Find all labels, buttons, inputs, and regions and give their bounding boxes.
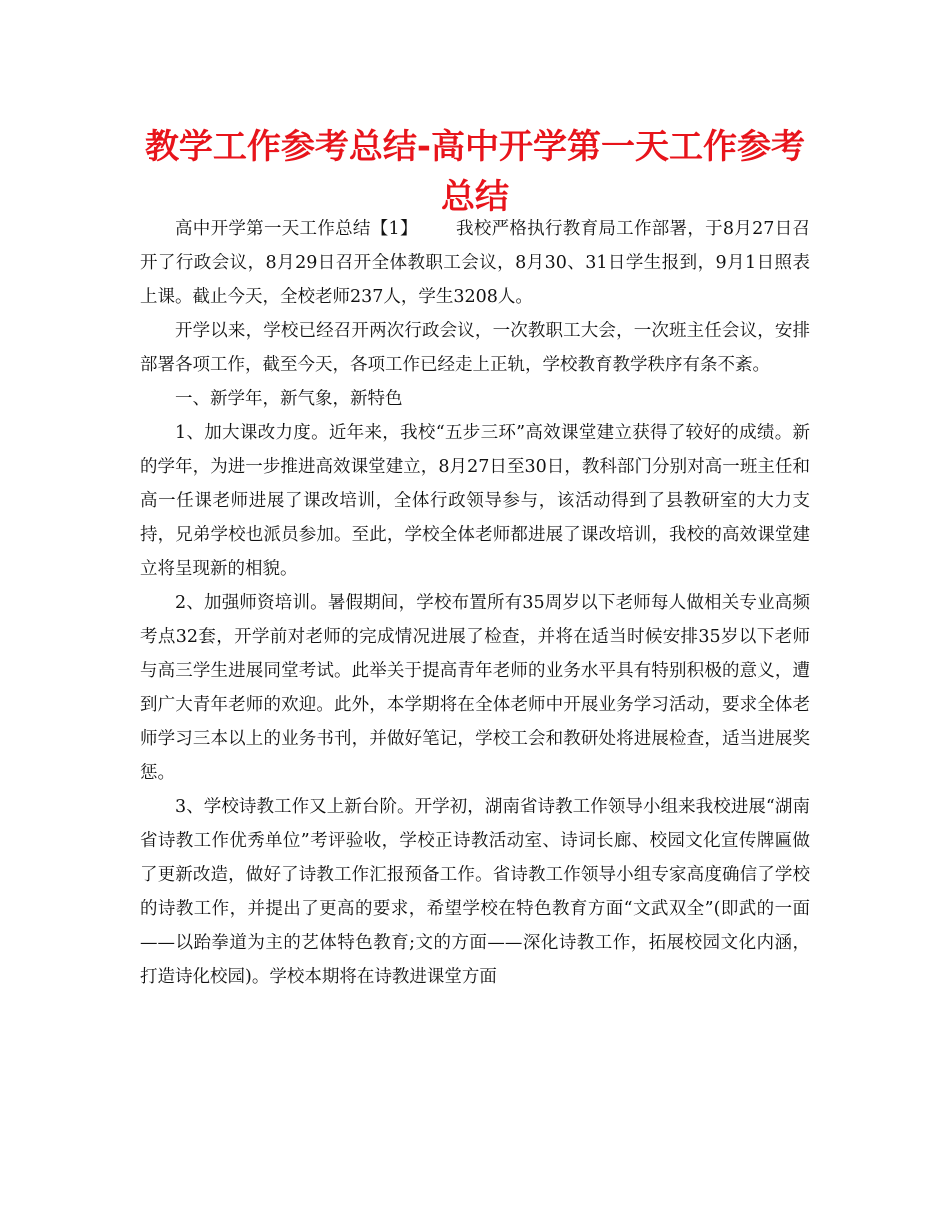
document-body bbox=[140, 212, 810, 994]
paragraph-5: 2、加强师资培训。暑假期间，学校布置所有35周岁以下老师每人做相关专业高频考点32套，开学前对老师的完成情况进展了检查，并将在适当时候安排35岁以下老师与高三学生进展同堂考试。此举关于提高青年老师的业务水平具有特别积极的意义，遭到广大青年老师的欢迎。此外，本学期将在全体老师中开展业务学习活动，要求全体老师学习三本以上的业务书刊，并做好笔记，学校工会和教研处将进展检查，适当进展奖惩。 bbox=[140, 593, 810, 783]
document-title: 教学工作参考总结-高中开学第一天工作参考总结 bbox=[144, 127, 806, 217]
section-heading-1: 一、新学年，新气象，新特色 bbox=[175, 389, 403, 409]
paragraph-4: 1、加大课改力度。近年来，我校“五步三环”高效课堂建立获得了较好的成绩。新的学年，为进一步推进高效课堂建立，8月27日至30日，教科部门分别对高一班主任和高一任课老师进展了课改培训，全体行政领导参与，该活动得到了县教研室的大力支持，兄弟学校也派员参加。至此，学校全体老师都进展了课改培训，我校的高效课堂建立将呈现新的相貌。 bbox=[140, 423, 810, 579]
paragraph-1 bbox=[140, 212, 810, 314]
paragraph-6: 3、学校诗教工作又上新台阶。开学初，湖南省诗教工作领导小组来我校进展“湖南省诗教工作优秀单位”考评验收，学校正诗教活动室、诗词长廊、校园文化宣传牌匾做了更新改造，做好了诗教工作汇报预备工作。省诗教工作领导小组专家高度确信了学校的诗教工作，并提出了更高的要求，希望学校在特色教育方面“文武双全”(即武的一面——以跆拳道为主的艺体特色教育;文的方面——深化诗教工作，拓展校园文化内涵，打造诗化校园)。学校本期将在诗教进课堂方面 bbox=[140, 797, 810, 987]
paragraph-2: 开学以来，学校已经召开两次行政会议，一次教职工大会，一次班主任会议，安排部署各项工作，截至今天，各项工作已经走上正轨，学校教育教学秩序有条不紊。 bbox=[140, 321, 810, 375]
paragraph-1-text: 我校严格执行教育局工作部署，于8月27日召开了行政会议，8月29日召开全体教职工会议，8月30、31日学生报到，9月1日照表上课。截止今天，全校老师237人，学生3208人。 bbox=[140, 219, 810, 307]
paragraph-1-heading: 高中开学第一天工作总结【1】 bbox=[175, 219, 418, 239]
